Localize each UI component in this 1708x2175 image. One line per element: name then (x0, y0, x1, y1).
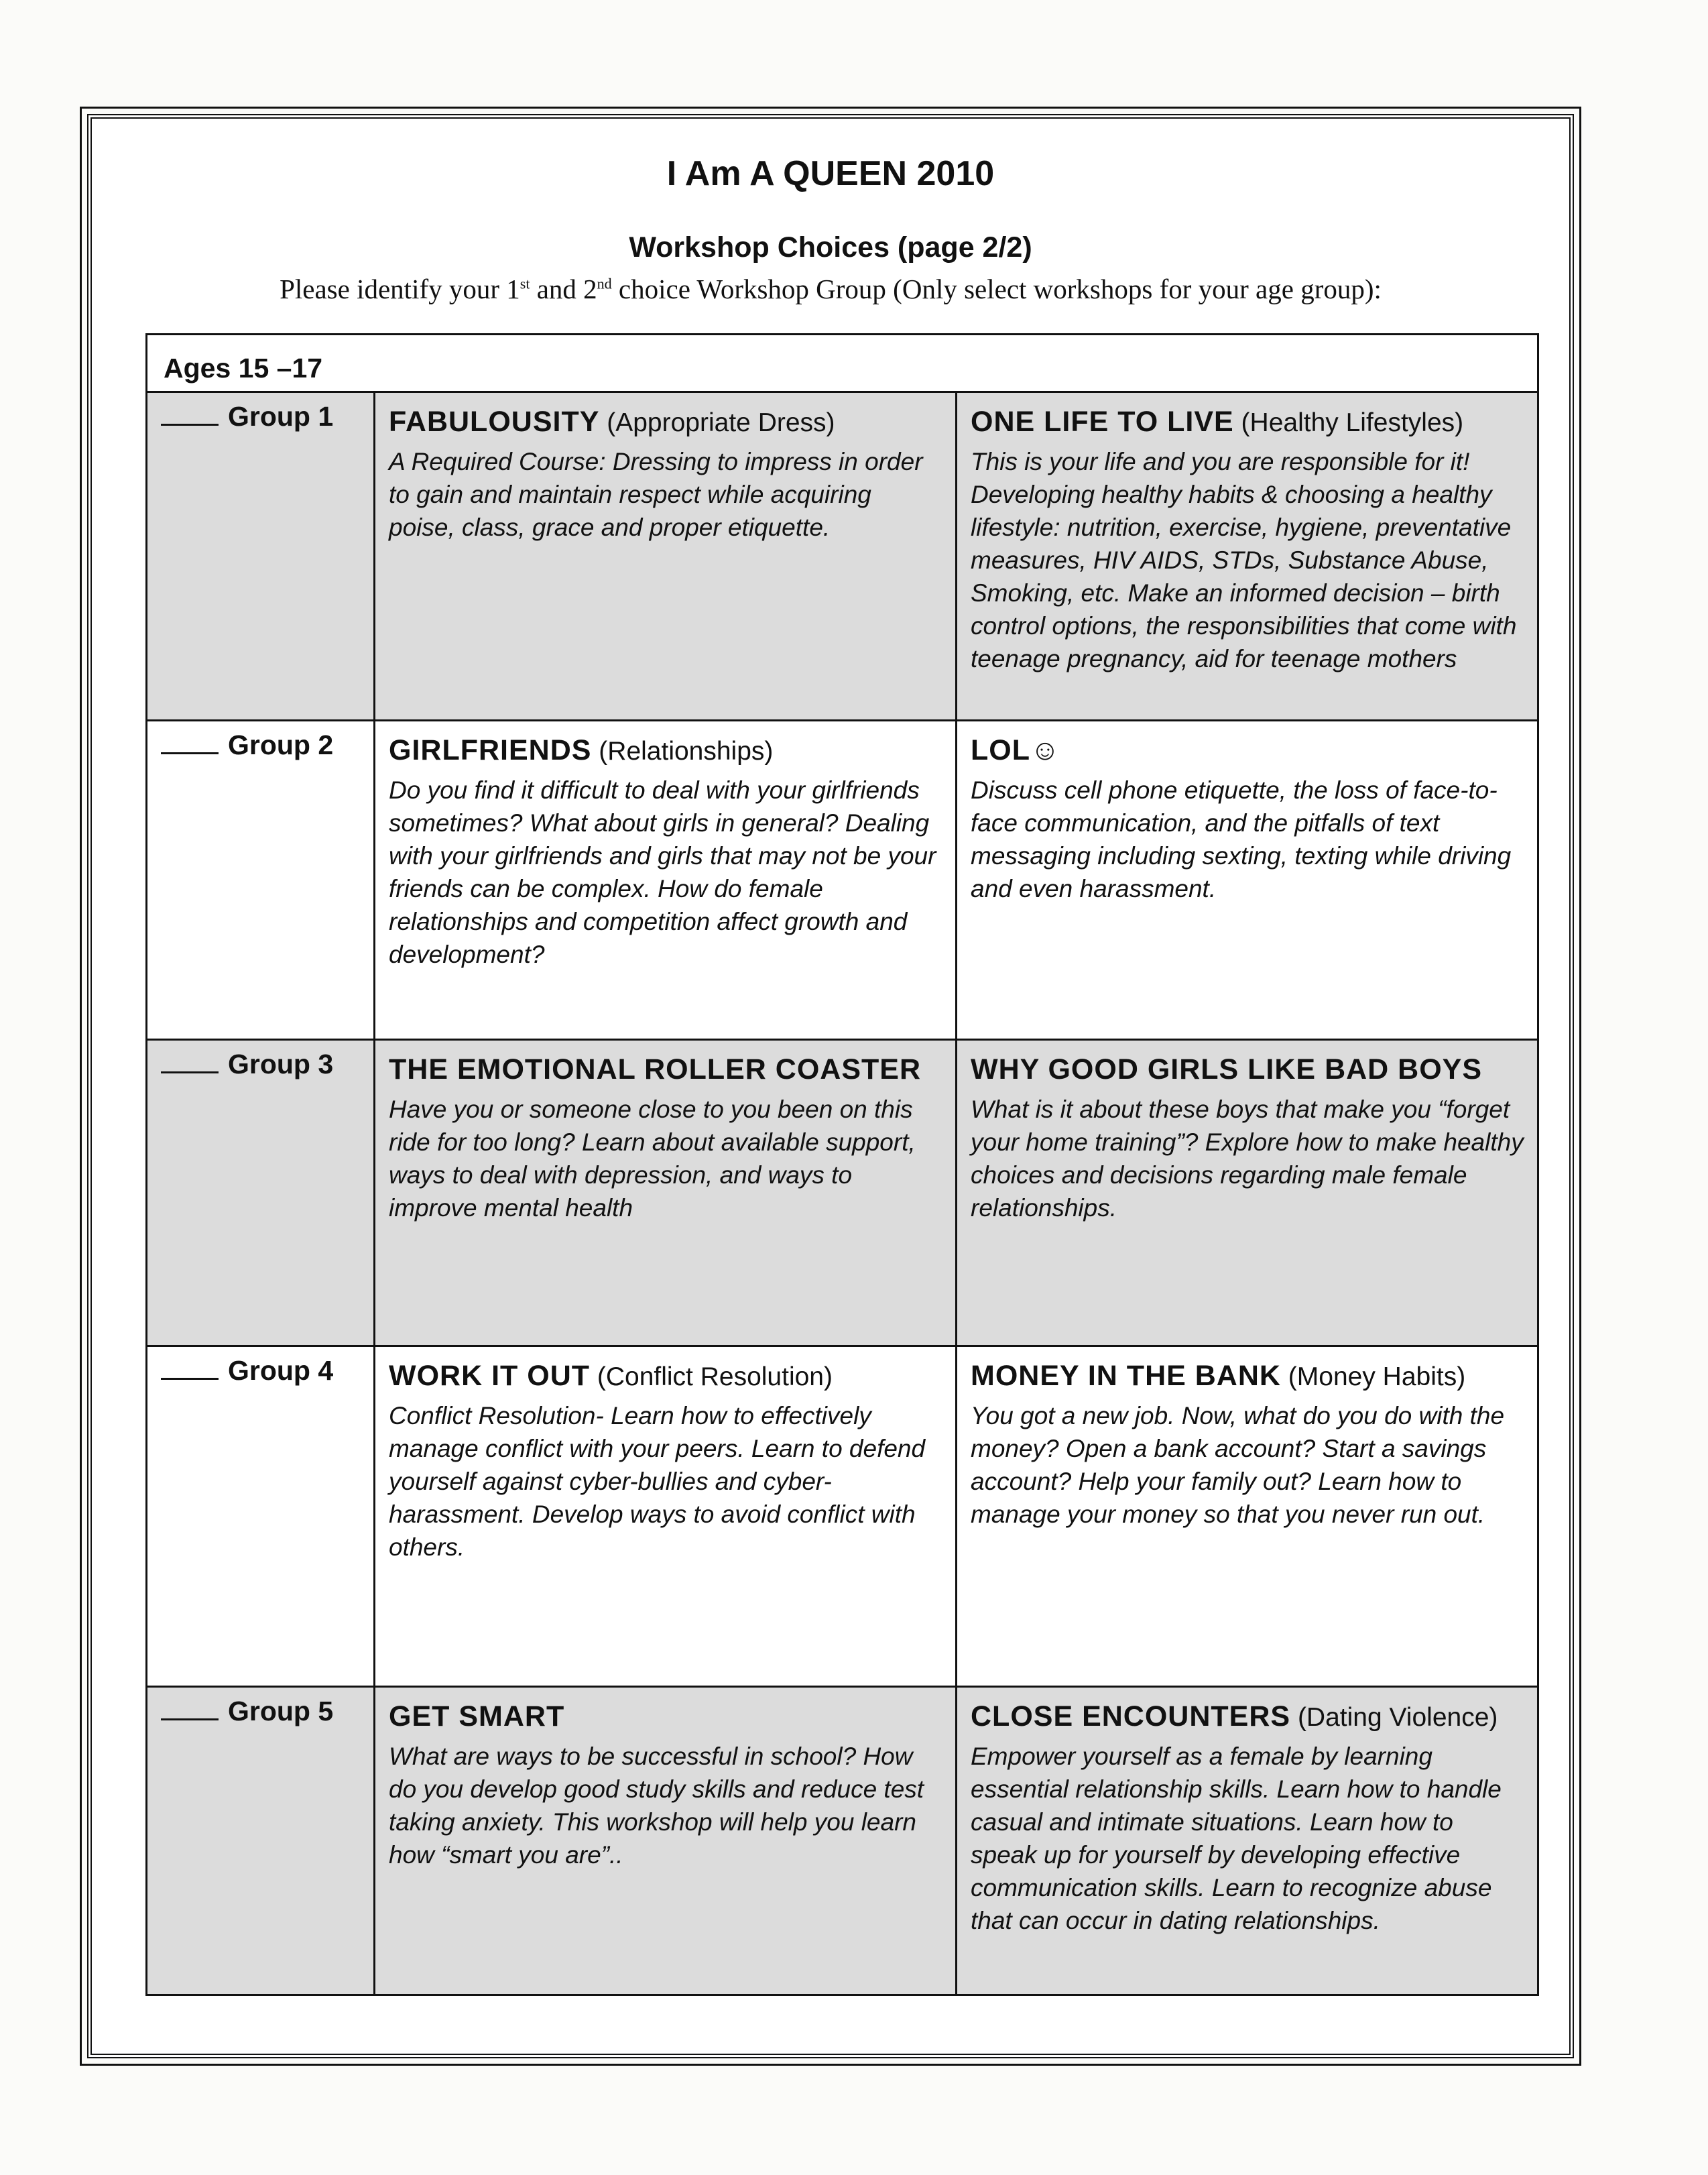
instruction-part-3: choice Workshop Group (Only select workshops for your age group): (611, 274, 1382, 304)
choice-blank[interactable] (161, 1378, 219, 1380)
workshop-name: WORK IT OUT (389, 1359, 591, 1392)
workshop-subtitle: (Dating Violence) (1290, 1702, 1498, 1732)
group-row-5 (147, 1686, 1538, 1995)
workshop-name: CLOSE ENCOUNTERS (971, 1700, 1291, 1732)
choice-blank[interactable] (161, 424, 219, 426)
workshop-name: GET SMART (389, 1700, 565, 1732)
workshop-cell (375, 1346, 957, 1686)
workshop-cell (957, 392, 1538, 721)
group-label: Group 5 (228, 1695, 334, 1726)
workshop-description: Have you or someone close to you been on this ride for too long? Learn about available support, ways to deal with depression, and ways to improve mental health (389, 1096, 916, 1222)
group-cell (147, 1686, 375, 1995)
workshop-description: Conflict Resolution- Learn how to effectively manage conflict with your peers. Learn to defend yourself against cyber-bullies and cyber-harassment. Develop ways to avoid conflict with others. (389, 1401, 926, 1561)
workshop-description: Empower yourself as a female by learning essential relationship skills. Learn how to handle casual and intimate situations. Learn how to speak up for yourself by developing effective communication skills. Learn to recognize abuse that can occur in dating relationships. (971, 1742, 1502, 1934)
workshop-subtitle: (Relationships) (591, 737, 774, 766)
instruction-text (92, 273, 1569, 305)
page-title: I Am A QUEEN 2010 (666, 154, 995, 193)
workshop-name: ONE LIFE TO LIVE (971, 406, 1234, 438)
workshop-subtitle: (Conflict Resolution) (590, 1362, 833, 1391)
group-row-1 (147, 392, 1538, 721)
group-cell (147, 1040, 375, 1346)
group-cell (147, 392, 375, 721)
workshop-cell (375, 721, 957, 1040)
choice-blank[interactable] (161, 1718, 219, 1720)
workshop-description: Do you find it difficult to deal with your girlfriends sometimes? What about girls in general? Dealing with your girlfriends and girls that may not be your friends can be complex. How do female relationships and competition affect growth and development? (389, 776, 936, 969)
workshop-description: Discuss cell phone etiquette, the loss of face-to-face communication, and the pitfalls of text messaging including sexting, texting while driving and even harassment. (971, 776, 1512, 903)
group-cell (147, 1346, 375, 1686)
workshop-name: LOL☺ (971, 734, 1060, 767)
age-cell (147, 335, 1538, 392)
group-row-3 (147, 1040, 1538, 1346)
instruction-part-1: Please identify your 1 (280, 274, 520, 304)
workshop-name: THE EMOTIONAL ROLLER COASTER (389, 1053, 922, 1086)
workshop-name: MONEY IN THE BANK (971, 1359, 1281, 1392)
group-label: Group 2 (228, 729, 334, 761)
group-row-4 (147, 1346, 1538, 1686)
workshop-name: FABULOUSITY (389, 406, 600, 438)
workshop-cell (957, 721, 1538, 1040)
workshop-name: GIRLFRIENDS (389, 734, 592, 767)
choice-blank[interactable] (161, 1071, 219, 1073)
workshop-description: A Required Course: Dressing to impress in order to gain and maintain respect while acquiring poise, class, grace and proper etiquette. (389, 448, 923, 542)
group-label: Group 3 (228, 1049, 334, 1080)
workshop-subtitle: (Healthy Lifestyles) (1233, 408, 1464, 438)
age-row (147, 335, 1538, 392)
workshop-description: You got a new job. Now, what do you do with the money? Open a bank account? Start a savings account? Help your family out? Learn how to manage your money so that you never run out. (971, 1401, 1505, 1528)
choice-blank[interactable] (161, 752, 219, 754)
workshop-cell (957, 1686, 1538, 1995)
group-label: Group 4 (228, 1354, 334, 1386)
instruction-sup-2: nd (597, 275, 612, 292)
workshop-cell (375, 392, 957, 721)
instruction-part-2: and 2 (530, 274, 597, 304)
page-frame (87, 114, 1574, 2058)
workshop-description: What is it about these boys that make you “forget your home training”? Explore how to make healthy choices and decisions regarding male female relationships. (971, 1096, 1524, 1222)
workshop-cell (957, 1040, 1538, 1346)
workshop-cell (375, 1040, 957, 1346)
workshop-cell (957, 1346, 1538, 1686)
workshop-cell (375, 1686, 957, 1995)
workshop-description: What are ways to be successful in school? How do you develop good study skills and reduce test taking anxiety. This workshop will help you learn how “smart you are”.. (389, 1742, 924, 1869)
age-group-label: Ages 15 –17 (164, 353, 323, 384)
workshop-subtitle: (Money Habits) (1280, 1362, 1466, 1391)
workshop-description: This is your life and you are responsible for it! Developing healthy habits & choosing a healthy lifestyle: nutrition, exercise, hygiene, preventative measures, HIV AIDS, STDs, Substance Abuse, Smoking, etc. Make an informed decision – birth control options, the responsibilities that come with teenage pregnancy, aid for teenage mothers (971, 448, 1517, 673)
group-cell (147, 721, 375, 1040)
workshop-table (145, 333, 1539, 1996)
workshop-name: WHY GOOD GIRLS LIKE BAD BOYS (971, 1053, 1483, 1086)
page-subtitle: Workshop Choices (page 2/2) (629, 231, 1032, 263)
instruction-sup-1: st (520, 275, 530, 292)
group-label: Group 1 (228, 401, 334, 432)
workshop-subtitle: (Appropriate Dress) (599, 408, 835, 438)
group-row-2 (147, 721, 1538, 1040)
